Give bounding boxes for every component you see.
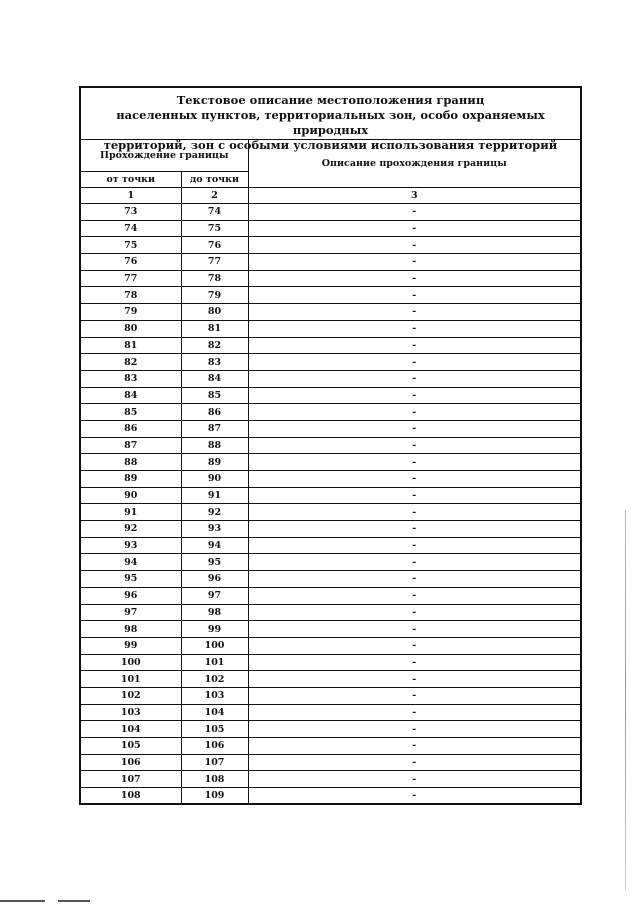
cell-from-point: 87	[81, 437, 181, 454]
cell-from-point: 94	[81, 554, 181, 571]
cell-description: -	[248, 354, 580, 371]
title-line-1: Текстовое описание местоположения границ	[176, 93, 485, 107]
cell-from-point: 80	[81, 320, 181, 337]
cell-to-point: 87	[181, 420, 248, 437]
cell-description: -	[248, 337, 580, 354]
cell-description: -	[248, 237, 580, 254]
cell-description: -	[248, 571, 580, 588]
table-row	[81, 304, 580, 321]
table-row	[81, 721, 580, 738]
cell-from-point: 106	[81, 754, 181, 771]
table-row	[81, 504, 580, 521]
cell-description: -	[248, 554, 580, 571]
cell-from-point: 83	[81, 370, 181, 387]
cell-to-point: 94	[181, 537, 248, 554]
table-row	[81, 287, 580, 304]
table-row	[81, 704, 580, 721]
cell-from-point: 89	[81, 471, 181, 488]
cell-to-point: 89	[181, 454, 248, 471]
cell-to-point: 97	[181, 587, 248, 604]
table-row	[81, 404, 580, 421]
cell-description: -	[248, 404, 580, 421]
boundary-table	[81, 140, 580, 805]
cell-from-point: 73	[81, 204, 181, 221]
cell-to-point: 75	[181, 220, 248, 237]
cell-description: -	[248, 454, 580, 471]
cell-from-point: 77	[81, 270, 181, 287]
cell-description: -	[248, 287, 580, 304]
cell-from-point: 103	[81, 704, 181, 721]
table-row	[81, 788, 580, 805]
cell-description: -	[248, 254, 580, 271]
table-row	[81, 537, 580, 554]
cell-description: -	[248, 420, 580, 437]
cell-description: -	[248, 704, 580, 721]
cell-description: -	[248, 521, 580, 538]
table-row	[81, 637, 580, 654]
cell-to-point: 103	[181, 687, 248, 704]
header-boundary-passage: Прохождение границы	[81, 140, 248, 172]
table-row	[81, 320, 580, 337]
cell-to-point: 85	[181, 387, 248, 404]
cell-description: -	[248, 387, 580, 404]
cell-to-point: 104	[181, 704, 248, 721]
cell-description: -	[248, 587, 580, 604]
table-row	[81, 754, 580, 771]
cell-description: -	[248, 304, 580, 321]
table-row	[81, 437, 580, 454]
cell-from-point: 98	[81, 621, 181, 638]
cell-to-point: 91	[181, 487, 248, 504]
table-row	[81, 337, 580, 354]
table-row	[81, 487, 580, 504]
cell-description: -	[248, 771, 580, 788]
cell-from-point: 93	[81, 537, 181, 554]
cell-from-point: 99	[81, 637, 181, 654]
table-body	[81, 204, 580, 805]
cell-to-point: 99	[181, 621, 248, 638]
table-row	[81, 521, 580, 538]
cell-to-point: 86	[181, 404, 248, 421]
cell-to-point: 105	[181, 721, 248, 738]
table-row	[81, 254, 580, 271]
cell-to-point: 82	[181, 337, 248, 354]
cell-from-point: 91	[81, 504, 181, 521]
cell-from-point: 79	[81, 304, 181, 321]
table-row	[81, 420, 580, 437]
cell-from-point: 75	[81, 237, 181, 254]
cell-from-point: 102	[81, 687, 181, 704]
cell-description: -	[248, 537, 580, 554]
cell-to-point: 93	[181, 521, 248, 538]
table-row	[81, 270, 580, 287]
table-row	[81, 771, 580, 788]
cell-to-point: 92	[181, 504, 248, 521]
cell-to-point: 101	[181, 654, 248, 671]
table-row	[81, 738, 580, 755]
cell-description: -	[248, 738, 580, 755]
cell-to-point: 81	[181, 320, 248, 337]
table-row	[81, 654, 580, 671]
cell-description: -	[248, 270, 580, 287]
cell-from-point: 81	[81, 337, 181, 354]
table-row	[81, 237, 580, 254]
cell-to-point: 78	[181, 270, 248, 287]
cell-to-point: 83	[181, 354, 248, 371]
table-row	[81, 671, 580, 688]
cell-from-point: 105	[81, 738, 181, 755]
cell-to-point: 109	[181, 788, 248, 805]
cell-description: -	[248, 721, 580, 738]
cell-from-point: 92	[81, 521, 181, 538]
cell-from-point: 90	[81, 487, 181, 504]
header-from-point: от точки	[81, 172, 181, 188]
header-boundary-description: Описание прохождения границы	[248, 140, 580, 188]
cell-to-point: 77	[181, 254, 248, 271]
cell-description: -	[248, 204, 580, 221]
cell-from-point: 95	[81, 571, 181, 588]
document-title	[81, 88, 580, 152]
cell-to-point: 88	[181, 437, 248, 454]
scan-edge-mark	[625, 510, 626, 890]
cell-description: -	[248, 788, 580, 805]
cell-from-point: 84	[81, 387, 181, 404]
cell-to-point: 100	[181, 637, 248, 654]
cell-from-point: 108	[81, 788, 181, 805]
cell-from-point: 96	[81, 587, 181, 604]
title-line-2: населенных пунктов, территориальных зон, особо охраняемых природных	[116, 108, 545, 137]
cell-from-point: 88	[81, 454, 181, 471]
cell-to-point: 106	[181, 738, 248, 755]
cell-from-point: 97	[81, 604, 181, 621]
cell-to-point: 102	[181, 671, 248, 688]
cell-description: -	[248, 637, 580, 654]
cell-description: -	[248, 504, 580, 521]
cell-to-point: 90	[181, 471, 248, 488]
cell-from-point: 76	[81, 254, 181, 271]
table-row	[81, 220, 580, 237]
cell-to-point: 84	[181, 370, 248, 387]
cell-to-point: 107	[181, 754, 248, 771]
cell-from-point: 107	[81, 771, 181, 788]
cell-description: -	[248, 604, 580, 621]
cell-to-point: 76	[181, 237, 248, 254]
cell-description: -	[248, 621, 580, 638]
cell-description: -	[248, 671, 580, 688]
cell-to-point: 108	[181, 771, 248, 788]
table-row	[81, 554, 580, 571]
table-row	[81, 471, 580, 488]
cell-from-point: 82	[81, 354, 181, 371]
table-row	[81, 387, 580, 404]
cell-to-point: 79	[181, 287, 248, 304]
column-number-3: 3	[248, 188, 580, 204]
scan-bottom-mark	[0, 900, 120, 902]
cell-description: -	[248, 437, 580, 454]
cell-to-point: 98	[181, 604, 248, 621]
cell-description: -	[248, 370, 580, 387]
cell-to-point: 95	[181, 554, 248, 571]
title-line-3: территорий, зон с особыми условиями использования территорий	[103, 138, 558, 152]
cell-description: -	[248, 471, 580, 488]
header-to-point: до точки	[181, 172, 248, 188]
cell-from-point: 85	[81, 404, 181, 421]
table-row	[81, 204, 580, 221]
cell-from-point: 101	[81, 671, 181, 688]
table-row	[81, 604, 580, 621]
table-row	[81, 587, 580, 604]
column-number-2: 2	[181, 188, 248, 204]
cell-from-point: 74	[81, 220, 181, 237]
cell-from-point: 86	[81, 420, 181, 437]
boundary-description-document	[79, 86, 582, 805]
cell-to-point: 74	[181, 204, 248, 221]
cell-description: -	[248, 320, 580, 337]
table-row	[81, 454, 580, 471]
column-number-1: 1	[81, 188, 181, 204]
cell-to-point: 80	[181, 304, 248, 321]
cell-from-point: 100	[81, 654, 181, 671]
cell-description: -	[248, 687, 580, 704]
cell-description: -	[248, 654, 580, 671]
cell-description: -	[248, 220, 580, 237]
table-row	[81, 571, 580, 588]
table-row	[81, 354, 580, 371]
cell-to-point: 96	[181, 571, 248, 588]
table-row	[81, 687, 580, 704]
table-row	[81, 370, 580, 387]
cell-description: -	[248, 487, 580, 504]
cell-from-point: 104	[81, 721, 181, 738]
table-row	[81, 621, 580, 638]
cell-from-point: 78	[81, 287, 181, 304]
cell-description: -	[248, 754, 580, 771]
